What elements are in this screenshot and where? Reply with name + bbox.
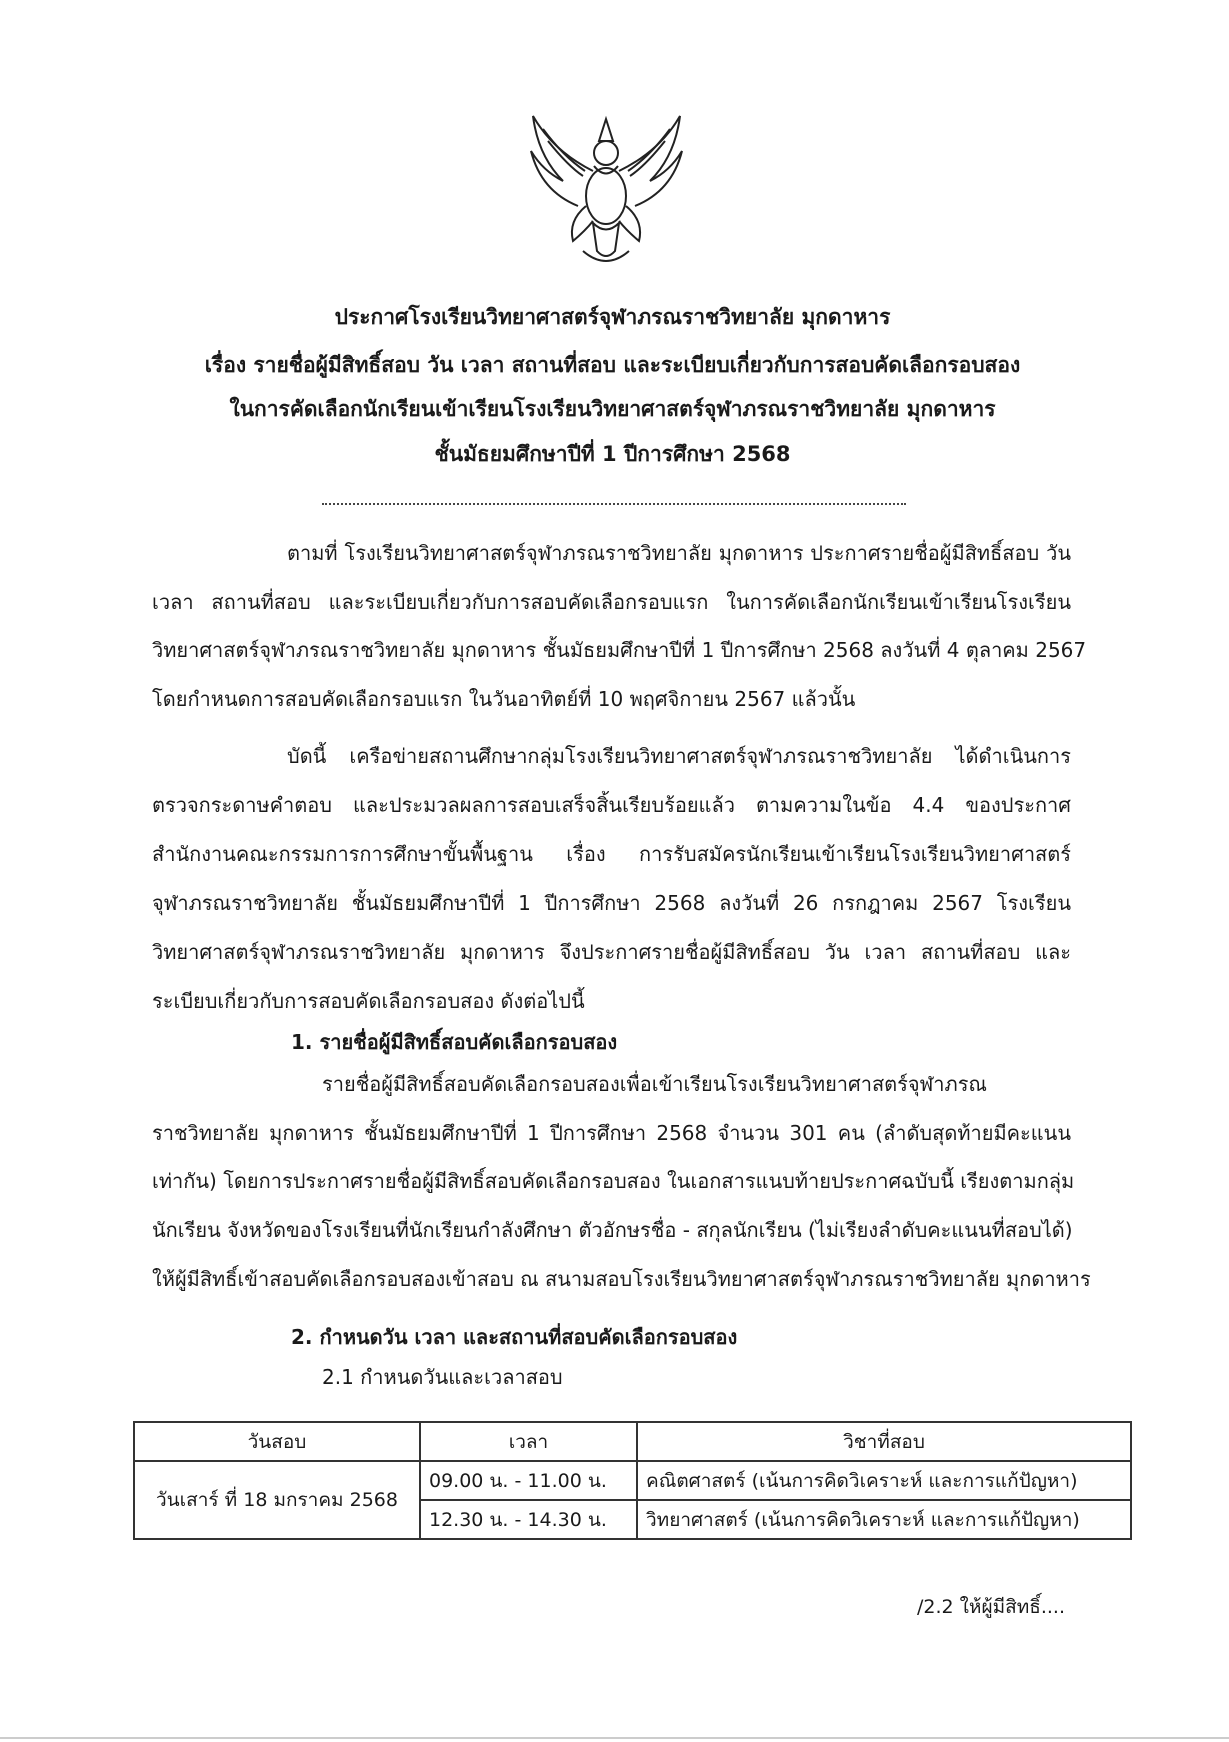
section1-heading: 1. รายชื่อผู้มีสิทธิ์สอบคัดเลือกรอบสอง xyxy=(291,1030,618,1054)
dotted-divider xyxy=(322,503,906,505)
paragraph1-line: โดยกำหนดการสอบคัดเลือกรอบแรก ในวันอาทิตย์ที่ 10 พฤศจิกายน 2567 แล้วนั้น xyxy=(152,687,856,711)
section1-line: เท่ากัน) โดยการประกาศรายชื่อผู้มีสิทธิ์สอบคัดเลือกรอบสอง ในเอกสารแนบท้ายประกาศฉบับนี้ เรียงตามกลุ่ม xyxy=(152,1169,1075,1193)
subject-cell: วิทยาศาสตร์ (เน้นการคิดวิเคราะห์ และการแก้ปัญหา) xyxy=(637,1500,1131,1539)
exam-date-cell: วันเสาร์ ที่ 18 มกราคม 2568 xyxy=(134,1461,420,1539)
section1-line: ราชวิทยาลัย มุกดาหาร ชั้นมัธยมศึกษาปีที่ 1 ปีการศึกษา 2568 จำนวน 301 คน (ลำดับสุดท้ายมีคะแนน xyxy=(152,1121,1071,1145)
subject-cell: คณิตศาสตร์ (เน้นการคิดวิเคราะห์ และการแก้ปัญหา) xyxy=(637,1461,1131,1500)
paragraph1-line: วิทยาศาสตร์จุฬาภรณราชวิทยาลัย มุกดาหาร ชั้นมัธยมศึกษาปีที่ 1 ปีการศึกษา 2568 ลงวันที่ 4 ตุลาคม 2567 xyxy=(152,638,1087,662)
paragraph2-line: บัดนี้ เครือข่ายสถานศึกษากลุ่มโรงเรียนวิทยาศาสตร์จุฬาภรณราชวิทยาลัย ได้ดำเนินการ xyxy=(287,744,1071,768)
paragraph1-line: เวลา สถานที่สอบ และระเบียบเกี่ยวกับการสอบคัดเลือกรอบแรก ในการคัดเลือกนักเรียนเข้าเรียนโรงเรียน xyxy=(152,590,1071,614)
header-subject: วิชาที่สอบ xyxy=(637,1422,1131,1461)
header-exam-date: วันสอบ xyxy=(134,1422,420,1461)
paragraph2-line: สำนักงานคณะกรรมการการศึกษาขั้นพื้นฐาน เรื่อง การรับสมัครนักเรียนเข้าเรียนโรงเรียนวิทยาศาสตร์ xyxy=(152,842,1071,866)
page-bottom-edge xyxy=(0,1737,1229,1739)
section1-line: นักเรียน จังหวัดของโรงเรียนที่นักเรียนกำลังศึกษา ตัวอักษรชื่อ - สกุลนักเรียน (ไม่เรียงลำดับคะแนนที่สอบได้) xyxy=(152,1218,1073,1242)
paragraph2-line: จุฬาภรณราชวิทยาลัย ชั้นมัธยมศึกษาปีที่ 1 ปีการศึกษา 2568 ลงวันที่ 26 กรกฎาคม 2567 โรงเรียน xyxy=(152,891,1071,915)
paragraph2-line: ระเบียบเกี่ยวกับการสอบคัดเลือกรอบสอง ดังต่อไปนี้ xyxy=(152,989,585,1013)
announcement-subject-line2: ในการคัดเลือกนักเรียนเข้าเรียนโรงเรียนวิทยาศาสตร์จุฬาภรณราชวิทยาลัย มุกดาหาร xyxy=(229,397,996,421)
announcement-title: ประกาศโรงเรียนวิทยาศาสตร์จุฬาภรณราชวิทยาลัย มุกดาหาร xyxy=(334,305,891,329)
time-cell: 09.00 น. - 11.00 น. xyxy=(420,1461,637,1500)
table-header-row xyxy=(134,1422,1131,1461)
exam-schedule-table xyxy=(133,1421,1132,1540)
section1-line: ให้ผู้มีสิทธิ์เข้าสอบคัดเลือกรอบสองเข้าสอบ ณ สนามสอบโรงเรียนวิทยาศาสตร์จุฬาภรณราชวิทยาลัย มุกดาหาร xyxy=(152,1267,1091,1291)
paragraph2-line: ตรวจกระดาษคำตอบ และประมวลผลการสอบเสร็จสิ้นเรียบร้อยแล้ว ตามความในข้อ 4.4 ของประกาศ xyxy=(152,793,1071,817)
paragraph2-line: วิทยาศาสตร์จุฬาภรณราชวิทยาลัย มุกดาหาร จึงประกาศรายชื่อผู้มีสิทธิ์สอบ วัน เวลา สถานที่สอบ และ xyxy=(152,940,1071,964)
paragraph1-line: ตามที่ โรงเรียนวิทยาศาสตร์จุฬาภรณราชวิทยาลัย มุกดาหาร ประกาศรายชื่อผู้มีสิทธิ์สอบ วัน xyxy=(287,541,1071,565)
announcement-subject: เรื่อง รายชื่อผู้มีสิทธิ์สอบ วัน เวลา สถานที่สอบ และระเบียบเกี่ยวกับการสอบคัดเลือกรอบสอง xyxy=(204,353,1021,377)
section2-heading: 2. กำหนดวัน เวลา และสถานที่สอบคัดเลือกรอบสอง xyxy=(291,1325,738,1349)
header-time: เวลา xyxy=(420,1422,637,1461)
table-row xyxy=(134,1461,1131,1500)
page-continuation-note: /2.2 ให้ผู้มีสิทธิ์.... xyxy=(917,1596,1065,1618)
time-cell: 12.30 น. - 14.30 น. xyxy=(420,1500,637,1539)
garuda-emblem xyxy=(523,111,690,273)
announcement-grade-year: ชั้นมัธยมศึกษาปีที่ 1 ปีการศึกษา 2568 xyxy=(434,442,791,466)
section1-line: รายชื่อผู้มีสิทธิ์สอบคัดเลือกรอบสองเพื่อเข้าเรียนโรงเรียนวิทยาศาสตร์จุฬาภรณ xyxy=(322,1072,987,1096)
section2-1-heading: 2.1 กำหนดวันและเวลาสอบ xyxy=(322,1365,563,1389)
